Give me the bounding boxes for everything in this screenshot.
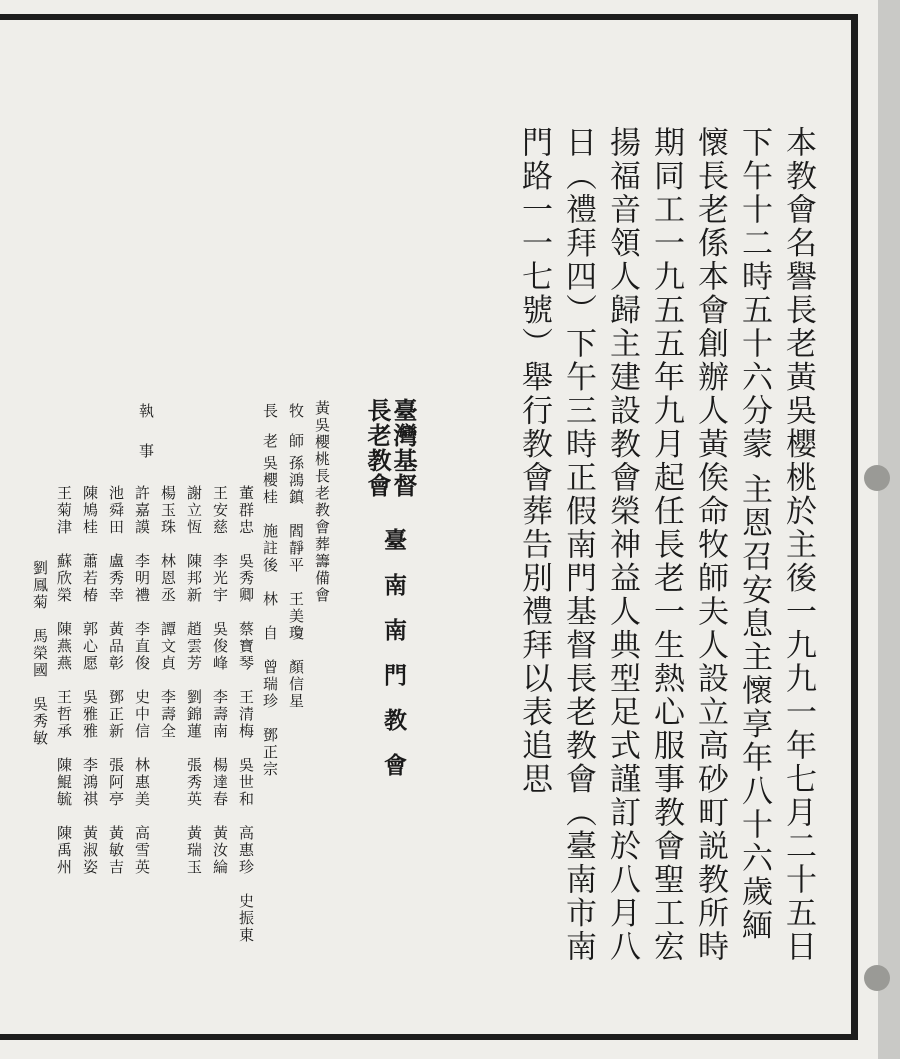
pastors-list: 孫鴻鎮 閻靜平 王美瓊 顏信星 [287,455,305,710]
binder-hole [864,465,890,491]
role-deacons-1: 執 [137,403,155,418]
deacons-column: 王菊津 蘇欣榮 陳燕燕 王哲承 陳鯤毓 陳禹州 [55,485,73,876]
issuer-denomination-line2: 長老教會 [363,398,391,498]
role-deacons-2: 事 [137,443,155,458]
deacons-column: 楊玉珠 林恩丞 譚文貞 李壽全 [159,485,177,740]
deacons-column: 陳鳩桂 蕭若椿 郭心愿 吳雅雅 李鴻祺 黃淑姿 [81,485,99,876]
role-elders: 長 老 [261,403,279,448]
binder-edge [878,0,900,1059]
elders-column: 王安慈 李光宇 吳俊峰 李壽南 楊達春 黃汝綸 [211,485,229,876]
elders-column: 謝立恆 陳邦新 趙雲芳 劉錦蓮 張秀英 黃瑞玉 [185,485,203,876]
issuer-church-name: 臺南南門教會 [380,528,406,798]
deacons-column: 許嘉謨 李明禮 李直俊 史中信 林惠美 高雪英 [133,485,151,876]
binder-hole [864,965,890,991]
deacons-column: 池舜田 盧秀幸 黃品彰 鄧正新 張阿亭 黃敏吉 [107,485,125,876]
elders-column: 吳櫻桂 施註後 林 自 曾瑞珍 鄧正宗 [261,455,279,778]
deacons-column: 劉鳳菊 馬榮國 吳秀敏 [31,560,49,747]
issuer-denomination-line1: 臺灣基督 [389,398,417,498]
notice-paragraph: 本教會名譽長老黃吳櫻桃於主後一九九一年七月二十五日下午十二時五十六分蒙 主恩召安息主懷享年八十六歲緬懷長老係本會創辦人黃俟命牧師夫人設立高砂町説教所時期同工一九五五年九月起任長老一生熱心服事教會聖工宏揚福音領人歸主建設教會榮神益人典型足式謹訂於八月八日（禮拜四）下午三時正假南門基督長老教會（臺南市南門路一一七號）舉行教會葬告別禮拜以表追思 [516,126,816,964]
elders-column: 董群忠 吳秀卿 蔡寶琴 王清梅 吳世和 高惠珍 史振東 [237,485,255,944]
committee-title: 黃吳櫻桃長老教會葬籌備會 [313,400,331,604]
role-pastors: 牧 師 [287,403,305,448]
funeral-notice [516,126,820,966]
